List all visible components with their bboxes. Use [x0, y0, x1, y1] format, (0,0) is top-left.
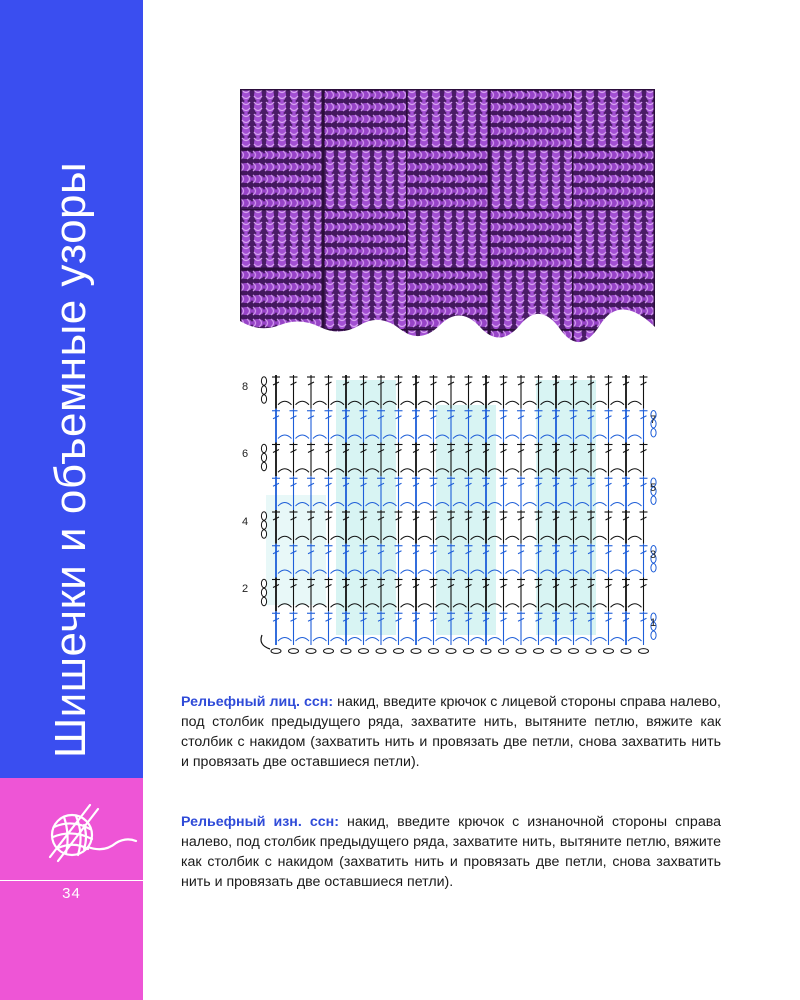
crochet-swatch-photo: [240, 89, 655, 344]
row-labels-right: [650, 414, 656, 629]
row-label-right: 3: [650, 549, 657, 561]
stitch-description-back-post: [181, 812, 721, 892]
row-label-right: 1: [650, 617, 657, 629]
row-label-right: 7: [650, 414, 657, 426]
crochet-chart-diagram: [236, 365, 666, 675]
page-number-rule: [0, 880, 143, 881]
row-labels-left: [242, 381, 248, 595]
row-label-left: 8: [242, 381, 249, 393]
stitch-instructions: накид, введите крючок с лицевой стороны справа налево, под столбик предыдущего ряда, захватите нить, вытяните петлю, вяжите как столбик с накидом (захватить нить и провязать две петли, снова захватить нить и провязать две оставшиеся петли).: [181, 694, 721, 770]
stitch-term: Рельефный лиц. ссн:: [181, 694, 334, 710]
sidebar: [0, 0, 143, 1000]
stitch-term: Рельефный изн. ссн:: [181, 814, 339, 830]
stitch-instructions: накид, введите крючок с изнаночной стороны справа налево, под столбик предыдущего ряда, захватите нить, вытяните петлю, вяжите как столбик с накидом (захватить нить и провязать две петли, снова захватить нить и провязать две оставшиеся петли).: [181, 814, 721, 890]
section-title: Шишечки и объемные узоры: [46, 161, 95, 759]
yarn-ball-icon: [40, 795, 140, 865]
row-label-right: 5: [650, 482, 657, 494]
row-label-left: 6: [242, 448, 249, 460]
row-label-left: 4: [242, 516, 249, 528]
stitch-description-front-post: [181, 692, 721, 772]
page-number: 34: [62, 885, 81, 902]
row-label-left: 2: [242, 583, 249, 595]
